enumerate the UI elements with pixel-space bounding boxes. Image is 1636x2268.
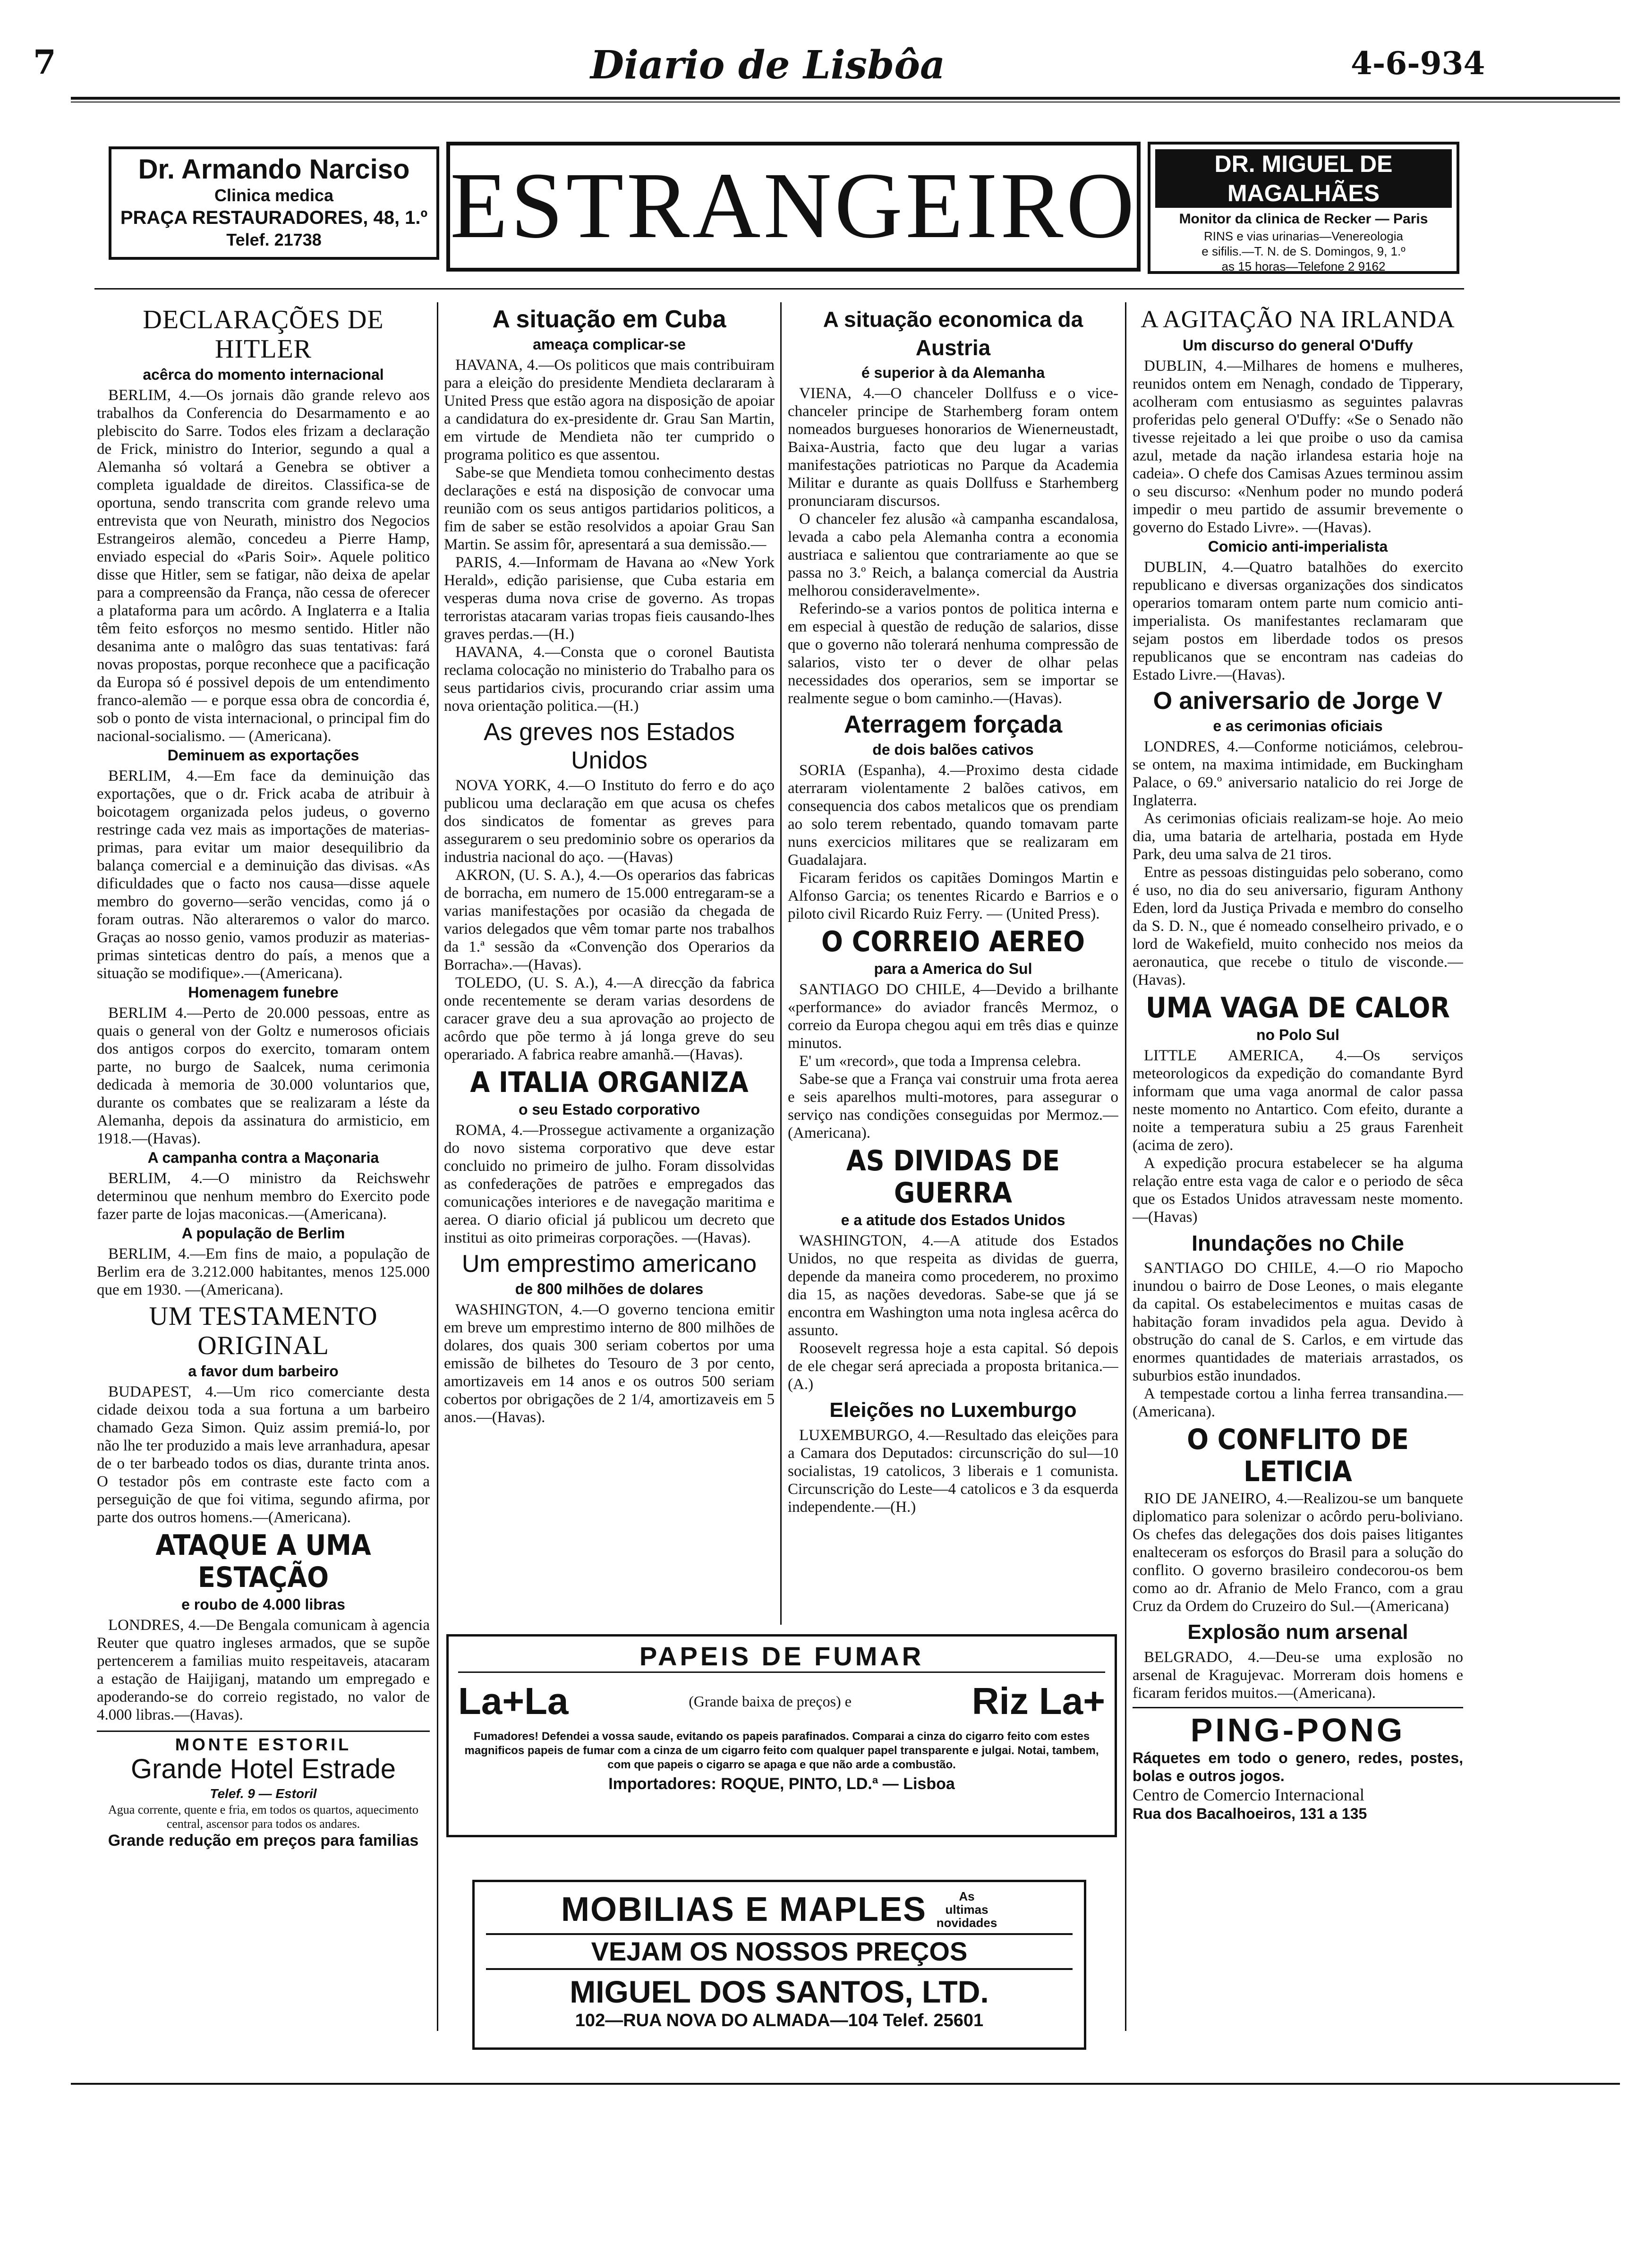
article-text: LONDRES, 4.—De Bengala comunicam à agencia Reuter que quatro ingleses armados, que se supõe pertencerem a familias muito respeitaveis, atacaram a estação de Haijiganj, matando um empregado e apoderando-se do correio registado, no valor de 4.000 libras.—(Havas). [97,1617,430,1723]
subhead: a favor dum barbeiro [188,1363,339,1380]
headline-luxemburgo: Eleições no Luxemburgo [829,1398,1077,1422]
article-text: A tempestade cortou a linha ferrea transandina.—(Americana). [1133,1385,1463,1420]
column-1 [97,302,430,1850]
article-text: LONDRES, 4.—Conforme noticiámos, celebrou-se ontem, na maxima intimidade, em Buckingham Palace, o 69.º aniversario natalicio do rei Jorge de Inglaterra. [1133,738,1463,809]
ad-hotel-phone: Telef. 9 — Estoril [210,1786,317,1801]
headline-hitler: DECLARAÇÕES DE HITLER [143,305,384,364]
ad-address: PRAÇA RESTAURADORES, 48, 1.º [120,207,428,228]
ad-ping-pong [1133,1707,1463,1823]
ad-papeis-text: Fumadores! Defendei a vossa saude, evitando os papeis parafinados. Comparai a cinza do cigarro feito com estes magnificos papeis de fumar com a cinza de um cigarro feito com qualquer papel transparente e julgai. Notai, tambem, com que papeis o cigarro se apaga e que não arde a combustão. [464,1730,1099,1771]
ad-mobilias-maples [472,1880,1086,2050]
subhead: Comicio anti-imperialista [1208,538,1388,555]
article-text: As cerimonias oficiais realizam-se hoje. Ao meio dia, uma bataria de artelharia, postada em Hyde Park, deu uma salva de 21 tiros. [1133,810,1463,863]
ad-mobilias-title: MOBILIAS E MAPLES [561,1891,927,1928]
headline-leticia: O CONFLITO DE LETICIA [1187,1423,1409,1488]
article-text: HAVANA, 4.—Os politicos que mais contribuiram para a eleição do presidente Mendieta declararam à United Press que estão agora na disposição de apoiar a candidatura do ex-presidente dr. Grau San Martin, em virtude de Mendieta não ter cumprido o programa politico es que assentou. [444,357,775,463]
subhead: no Polo Sul [1256,1026,1339,1043]
subhead: Um discurso do general O'Duffy [1183,337,1413,354]
headline-inundacoes: Inundações no Chile [1192,1231,1404,1255]
subhead: ameaça complicar-se [533,336,686,353]
article-text: SANTIAGO DO CHILE, 4.—O rio Mapocho inundou o bairro de Dose Leones, o mais elegante da capital. Os estabelecimentos e muitas casas de habitação foram invadidos pela agua. Devido à obstrução do canal de S. Carlos, e em virtude das enormes quantidades de materiais arrastados, os suburbios estão inundados. [1133,1260,1463,1384]
article-text: BELGRADO, 4.—Deu-se uma explosão no arsenal de Kragujevac. Morreram dois homens e ficaram feridos muitos.—(Americana). [1133,1649,1463,1702]
section-banner [446,142,1141,272]
subhead: Deminuem as exportações [167,747,359,764]
subhead: A população de Berlim [181,1225,345,1242]
ad-papeis-brands [458,1680,1105,1723]
headline-cuba: A situação em Cuba [492,306,726,333]
ad-doctor-name: Dr. Armando Narciso [138,154,410,185]
ad-pingpong-desc: Ráquetes em todo o genero, redes, postes, bolas e outros jogos. [1133,1749,1463,1784]
headline-vaga-calor: UMA VAGA DE CALOR [1145,991,1450,1024]
article-text: NOVA YORK, 4.—O Instituto do ferro e do aço publicou uma declaração em que acusa os chefes dos sindicatos de fomentar as greves para assegurarem o seu predominio sobre os operarios da industria nacional do aço. —(Havas) [444,777,775,866]
ad-papeis-importers: Importadores: ROQUE, PINTO, LD.ª — Lisboa [608,1775,955,1793]
subhead: para a America do Sul [874,960,1032,977]
headline-greves: As greves nos Estados Unidos [484,718,735,774]
headline-aterragem: Aterragem forçada [844,711,1063,738]
masthead-date: 4-6-934 [1351,45,1485,82]
subhead: e as cerimonias oficiais [1213,717,1383,734]
ad-papeis-fumar [446,1634,1117,1837]
article-text: AKRON, (U. S. A.), 4.—Os operarios das fabricas de borracha, em numero de 15.000 entregaram-se a varias manifestações por ocasião da chegada de varios delegados que vêm tomar parte nos trabalhos da 1.ª sessão da «Convenção dos Operarios da Borracha».—(Havas). [444,867,775,973]
ad-brand-lala: La+La [458,1680,569,1722]
headline-dividas: AS DIVIDAS DE GUERRA [846,1144,1060,1210]
ad-pingpong-store: Centro de Comercio Internacional [1133,1785,1364,1804]
article-text: BERLIM 4.—Perto de 20.000 pessoas, entre as quais o general von der Goltz e numerosos oficiais dos antigos corpos do exercito, tomaram ontem parte, no burgo de Saalcek, numa cerimonia dedicada à memoria de 30.000 voluntarios que, durante os combates que se realizaram a léste da Alemanha, depois da assinatura do armisticio, em 1918.—(Havas). [97,1005,430,1147]
ad-papeis-middle: (Grande baixa de preços) e [689,1692,852,1710]
ad-doctor2-line3: RINS e vias urinarias—Venereologia [1204,229,1403,243]
column-rule [437,302,438,2031]
ad-doctor2-line5: as 15 horas—Telefone 2 9162 [1221,259,1386,273]
ad-pingpong-title: PING-PONG [1190,1712,1406,1748]
article-text: Entre as pessoas distinguidas pelo soberano, como é uso, no dia do seu aniversario, figuram Anthony Eden, lord da Justiça Privada e membro do conselho da S. D. N., que é nomeado conselheiro privado, e o lord de Wakefield, muito conhecido nos meios da aeronautica, que recebe o titulo de visconde.—(Havas). [1133,864,1463,989]
ad-hotel-location: MONTE ESTORIL [175,1735,352,1754]
headline-testamento: UM TESTAMENTO ORIGINAL [149,1302,378,1360]
subhead: e a atitude dos Estados Unidos [841,1211,1065,1228]
page-number: 7 [33,43,56,82]
article-text: Sabe-se que a França vai construir uma frota aerea e seis aparelhos multi-motores, para assegurar o serviço nas condições conseguidas por Mermoz.—(Americana). [788,1071,1118,1142]
headline-italia: A ITALIA ORGANIZA [470,1066,749,1099]
ad-specialty: Clinica medica [214,186,334,205]
article-text: LITTLE AMERICA, 4.—Os serviços meteorologicos da expedição do comandante Byrd informam que uma vaga anormal de calor passa neste momento no Antartico. Com efeito, durante a noite a temperatura subiu a 25 graus Farenheit (acima de zero). [1133,1047,1463,1154]
top-block-rule [94,288,1464,290]
subhead: A campanha contra a Maçonaria [147,1149,379,1166]
subhead: é superior à da Alemanha [861,364,1045,381]
headline-irlanda: A AGITAÇÃO NA IRLANDA [1141,306,1455,333]
article-text: SANTIAGO DO CHILE, 4—Devido a brilhante «performance» do aviador francês Mermoz, o correio da Europa chegou aqui em três dias e quinze minutos. [788,981,1118,1052]
article-text: DUBLIN, 4.—Milhares de homens e mulheres, reunidos ontem em Nenagh, condado de Tipperary, acolheram com entusiasmo as seguintes palavras proferidas pelo general O'Duffy: «Se o Senado não tivesse rejeitado a lei que proibe o uso da camisa azul, metade da nação irlandesa estaria hoje na cadeia». O chefe dos Camisas Azues terminou assim o seu discurso: «Nenhum poder no mundo poderá impedir o meu partido de assumir brevemente o governo do Estado Livre». —(Havas). [1133,358,1463,536]
headline-correio: O CORREIO AEREO [821,925,1085,958]
article-text: BERLIM, 4.—Em fins de maio, a população de Berlim era de 3.212.000 habitantes, menos 125.000 que em 1930. —(Americana). [97,1245,430,1298]
ad-papeis-title: PAPEIS DE FUMAR [458,1641,1105,1673]
ad-mobilias-company: MIGUEL DOS SANTOS, LTD. [570,1974,989,2009]
ad-mobilias-precos: VEJAM OS NOSSOS PREÇOS [486,1933,1073,1970]
column-rule [780,302,782,1625]
column-4 [1133,302,1463,1823]
article-text: SORIA (Espanha), 4.—Proximo desta cidade aterraram violentamente 2 balões cativos, em consequencia dos cabos metalicos que os prendiam ao solo terem rebentado, quando tomavam parte nuns exercicios militares que se realizaram em Guadalajara. [788,762,1118,869]
ad-mobilias-title-row [486,1890,1073,1929]
article-text: PARIS, 4.—Informam de Havana ao «New York Herald», edição parisiense, que Cuba estaria em vesperas duma nova crise de governo. As tropas terroristas atacaram varias tropas fieis causando-lhes graves perdas.—(H.) [444,554,775,643]
section-title: ESTRANGEIRO [450,153,1137,258]
article-text: E' um «record», que toda a Imprensa celebra. [799,1053,1081,1070]
article-text: TOLEDO, (U. S. A.), 4.—A direcção da fabrica onde recentemente se deram varias desordens de caracer grave deu a sua aprovação ao projecto de acôrdo que põe termo à já longa greve do seu operariado. A fabrica reabre amanhã.—(Havas). [444,974,775,1063]
article-text: RIO DE JANEIRO, 4.—Realizou-se um banquete diplomatico para solenizar o acôrdo peru-boliviano. Os chefes das delegações dos dois paises litigantes enalteceram os esforços do Brasil para a solução do conflito. O governo brasileiro condecorou-os bem como ao dr. Afranio de Melo Franco, com a grau Cruz da Ordem do Cruzeiro do Sul.—(Americana) [1133,1490,1463,1615]
subhead: e roubo de 4.000 libras [181,1596,345,1613]
subhead: de 800 milhões de dolares [515,1280,704,1297]
article-text: A expedição procura estabelecer se ha alguma relação entre esta vaga de calor e o periodo de sêca que os Estados Unidos atravessam neste momento.—(Havas) [1133,1155,1463,1226]
article-text: ROMA, 4.—Prossegue activamente a organização do novo sistema corporativo que deve estar concluido no primeiro de julho. Foram dissolvidas as confederações de patrões e empregados das comunicações interiores e de navegação maritima e aerea. O diario oficial já publicou um decreto que institui as oito primeiras corporações. —(Havas). [444,1122,775,1246]
ad-brand-rizla: Riz La+ [971,1680,1105,1722]
article-text: WASHINGTON, 4.—O governo tenciona emitir em breve um emprestimo interno de 800 milhões de dolares, dos quais 300 seriam cobertos por uma emissão de bilhetes do Tesouro de 3 por cento, amortizaveis em 14 anos e os outros 500 seriam cobertos por obrigações de 2 1/4, amortizaveis em 5 anos.—(Havas). [444,1301,775,1426]
subhead: de dois balões cativos [872,741,1034,758]
ad-armando-narciso [109,146,439,260]
article-text: DUBLIN, 4.—Quatro batalhões do exercito republicano e diversas organizações dos sindicatos operarios tomaram ontem parte num comicio anti-imperialista. Os manifestantes reclamaram que sejam postos em liberdade todos os presos republicanos que se encontram nas cadeias do Estado Livre.—(Havas). [1133,559,1463,683]
masthead-title: Diario de Lisbôa [590,43,946,88]
article-text: Ficaram feridos os capitães Domingos Martin e Alfonso Garcia; os tenentes Ricardo e Barrios e o piloto civil Ricardo Ruiz Ferry. — (United Press). [788,870,1118,922]
subhead: o seu Estado corporativo [518,1101,700,1118]
headline-austria: A situação economica da Austria [823,307,1083,360]
ad-hotel-estrade [97,1731,430,1850]
article-text: BERLIM, 4.—Em face da deminuição das exportações, que o dr. Frick acaba de atribuir à boicotagem organizada pelos judeus, o governo restringe cada vez mais as importações de materias-primas, para evitar um maior desequilibrio da balança comercial e a deminuição das divisas. «As dificuldades que o facto nos causa—disse aquele membro do governo—serão vencidas, como já o foram outras. Não alteraremos o valor do marco. Graças ao nosso genio, vamos produzir as materias-primas sinteticas dentro do país, a menos que a situação se modifique».—(Americana). [97,767,430,982]
bottom-rule [71,2083,1620,2085]
ad-miguel-magalhaes [1148,142,1459,274]
ad-hotel-offer: Grande redução em preços para familias [108,1832,419,1850]
headline-emprestimo: Um emprestimo americano [461,1250,757,1278]
ad-phone: Telef. 21738 [226,230,322,249]
article-text: Sabe-se que Mendieta tomou conhecimento destas declarações e está na disposição de convocar uma reunião com os seus antigos partidarios politicos, a fim de saber se estão resolvidos a apoiar Grau San Martin. Se assim fôr, apresentará a sua demissão.— [444,464,775,553]
ad-doctor2-note: Monitor da clinica de Recker — Paris [1179,211,1428,227]
masthead-rule [71,97,1620,100]
article-text: O chanceler fez alusão «à campanha escandalosa, levada a cabo pela Alemanha contra a economia austriaca e salientou que contrariamente ao que se passa no 3.º Reich, a balança comercial da Austria melhorou consideravelmente». [788,511,1118,599]
article-text: BERLIM, 4.—O ministro da Reichswehr determinou que nenhum membro do Exercito pode fazer parte de lojas maconicas.—(Americana). [97,1170,430,1223]
article-text: BERLIM, 4.—Os jornais dão grande relevo aos trabalhos da Conferencia do Desarmamento e ao plebiscito do Sarre. Todos eles frizam a declaração de Frick, ministro do Interior, segundo a qual a Alemanha só voltará a Genebra se obtiver a completa igualdade de direitos. Classifica-se de oportuna, sendo transcrita com grande relevo uma entrevista que von Neurath, ministro dos Negocios Estrangeiros alemão, concedeu a Pierre Hamp, enviado especial do «Paris Soir». Aquele politico disse que Hitler, sem se fatigar, não deixa de apelar para a compreensão da França, não cessa de oferecer a plataforma para um acôrdo. A Inglaterra e a Italia têm feito esforços no mesmo sentido. Hitler não desanima ante o malôgro das suas tentativas: fará novas propostas, porque reconhece que a pacificação da Europa só é possivel depois de um entendimento franco-alemão — e porque essa obra de concordia é, sob o ponto de vista internacional, o principal fim do nacional-socialismo. — (Americana). [97,387,430,745]
article-text: Roosevelt regressa hoje a esta capital. Só depois de ele chegar será apreciada a proposta britanica.—(A.) [788,1340,1118,1393]
article-text: VIENA, 4.—O chanceler Dollfuss e o vice-chanceler principe de Starhemberg foram ontem nomeados burgueses honorarios de Wienerneustadt, Baixa-Austria, facto que deu lugar a varias manifestações patrioticas no Parque da Academia Militar e durante as quais Dollfuss e Starhemberg pronunciaram discursos. [788,385,1118,510]
subhead: acêrca do momento internacional [143,366,384,383]
article-text: BUDAPEST, 4.—Um rico comerciante desta cidade deixou toda a sua fortuna a um barbeiro chamado Geza Simon. Quiz assim premiá-lo, por não lhe ter produzido a mais leve arranhadura, apesar de o ter barbeado todos os dias, durante trinta anos. O testador pôs em contraste este facto com a perseguição de que foi vitima, segundo afirma, por parte dos outros homens.—(Americana). [97,1383,430,1526]
column-3 [788,302,1118,1516]
ad-mobilias-address: 102—RUA NOVA DO ALMADA—104 Telef. 25601 [575,2011,984,2030]
article-text: LUXEMBURGO, 4.—Resultado das eleições para a Camara dos Deputados: circunscrição do sul—10 socialistas, 19 catolicos, 3 liberais e 1 comunista. Circunscrição do Leste—4 catolicos e 3 da esquerda independente.—(H.) [788,1427,1118,1516]
column-2 [444,302,775,1426]
ad-pingpong-address: Rua dos Bacalhoeiros, 131 a 135 [1133,1805,1367,1822]
headline-explosao: Explosão num arsenal [1187,1620,1408,1644]
ad-hotel-name: Grande Hotel Estrade [131,1754,396,1784]
ad-doctor2-name: DR. MIGUEL DE MAGALHÃES [1155,149,1452,208]
ad-mobilias-note: As ultimas novidades [936,1889,997,1930]
article-text: Referindo-se a varios pontos de politica interna e em especial à questão de redução de salarios, disse que o governo não tolerará nenhuma compressão de salarios, visto ter o dever de olhar pelas necessidades dos operarios, sem se importar se realmente segue o bom caminho.—(Havas). [788,600,1118,707]
headline-jorge-v: O aniversario de Jorge V [1153,687,1443,715]
article-text: HAVANA, 4.—Consta que o coronel Bautista reclama colocação no ministerio do Trabalho para os seus partidarios civis, procurando criar assim uma nova orientação politica.—(H.) [444,644,775,715]
ad-hotel-desc: Agua corrente, quente e fria, em todos os quartos, aquecimento central, ascensor para todos os andares. [108,1803,418,1831]
column-rule [1125,302,1126,2031]
headline-ataque: ATAQUE A UMA ESTAÇÃO [155,1529,371,1594]
subhead: Homenagem funebre [188,984,339,1001]
article-text: WASHINGTON, 4.—A atitude dos Estados Unidos, no que respeita as dividas de guerra, depende da maneira como procederem, no proximo dia 15, as nações devedoras. Sabe-se que já se encontra em Washington uma nota inglesa acêrca do assunto. [788,1232,1118,1339]
ad-doctor2-line4: e sifilis.—T. N. de S. Domingos, 9, 1.º [1201,244,1406,258]
